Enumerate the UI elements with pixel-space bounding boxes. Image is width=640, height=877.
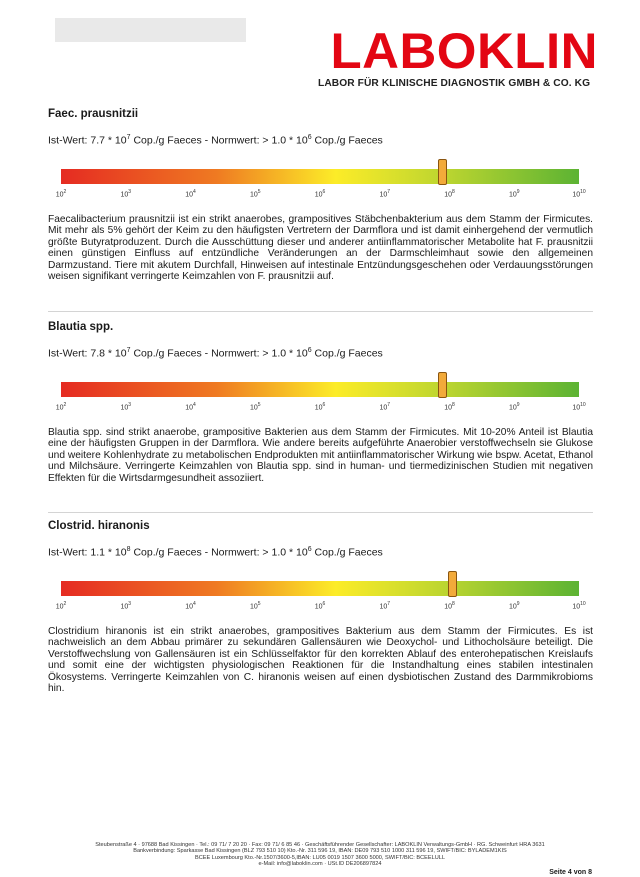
tick-label: $10^6$ (314, 401, 326, 411)
tick-label: $10^7$ (379, 188, 391, 198)
result-section-clostrid-hiranonis (48, 520, 593, 695)
gradient-bar (61, 581, 579, 596)
tick-label: $10^3$ (120, 188, 132, 198)
section-divider (48, 512, 593, 513)
result-section-faec-prausnitzii (48, 108, 593, 283)
tick-label: $10^6$ (314, 188, 326, 198)
redacted-address-block (55, 18, 246, 42)
tick-label: $10^8$ (444, 600, 455, 610)
section-title: Clostrid. hiranonis (48, 520, 150, 532)
tick-label: $10^8$ (444, 188, 455, 198)
tick-label: $10^9$ (508, 600, 520, 610)
footer-line-email: e-Mail: info@laboklin.com · USt.ID DE206897824 (258, 861, 382, 868)
log-scale-gauge (48, 372, 593, 414)
section-description: Clostridium hiranonis ist ein strikt anaerobes, grampositives Bakterium aus dem Stamm der Firmicutes. Es ist nachweislich an dem Abbau primärer zu sekundären Gallensäuren wie Deoxychol- und Lithocholsäure beteiligt. Die Verstoffwechslung von Gallensäuren ist ein Schlüsselfaktor für den korrekten Ablauf des enterohepatischen Kreislaufs und somit eine der wichtigsten physiologischen Reaktionen für die Instandhaltung eines stabilen intestinalen Ökosystems. Verringerte Keimzahlen von C. hiranonis weisen auf einen dysbiotischen Zustand des Darmmikrobioms hin. (48, 625, 593, 695)
value-marker (438, 372, 447, 398)
section-description: Faecalibacterium prausnitzii ist ein strikt anaerobes, grampositives Stäbchenbakterium aus dem Stamm der Firmicutes. Mit mehr als 5% gehört der Keim zu den häufigsten Vertretern der Darmflora und ist damit einhergehend der vermutlich größte Butyratproduzent. Durch die Ausschüttung dieser und anderer antiinflammatorischer Metabolite hat F. prausnitzii einen günstigen Einfluss auf entzündliche Veränderungen an der Darmschleimhaut sowie den allgemeinen Darmzustand. Tiere mit akutem Durchfall, Hinweisen auf intestinale Entzündungsgeschehen oder Verdauungsstörungen weisen signifikant verringerte Keimzahlen von F. prausnitzii auf. (48, 213, 593, 283)
gradient-bar (61, 382, 579, 397)
scale-ticks (55, 600, 586, 613)
section-title: Blautia spp. (48, 321, 114, 333)
tick-label: $10^7$ (379, 600, 391, 610)
tick-label: $10^{10}$ (572, 600, 586, 610)
tick-label: $10^9$ (508, 188, 520, 198)
tick-label: $10^9$ (508, 401, 520, 411)
tick-label: $10^3$ (120, 401, 132, 411)
footer-line-bank: Bankverbindung: Sparkasse Bad Kissingen (BLZ 793 510 10) Kto.-Nr. 311 596 19, IBAN: DE09 793 510 1000 311 596 19, SWIFT/BIC: BYLADEM1KIS (133, 848, 507, 855)
tick-label: $10^5$ (249, 401, 261, 411)
logo-wordmark: LABOKLIN (330, 23, 598, 79)
tick-label: $10^2$ (55, 188, 67, 198)
measurement-line: Ist-Wert: $7.7 * 10^7$ Cop./g Faeces - Normwert: > $1.0 * 10^6$ Cop./g Faeces (48, 134, 383, 147)
tick-label: $10^6$ (314, 600, 326, 610)
tick-label: $10^{10}$ (572, 188, 586, 198)
tick-label: $10^3$ (120, 600, 132, 610)
footer-line-bank2: BCEE Luxembourg Kto.-Nr.1507/3600-5,IBAN: LU05 0019 1507 3600 5000, SWIFT/BIC: BCEELULL (195, 854, 445, 861)
tick-label: $10^4$ (185, 401, 196, 411)
log-scale-gauge (48, 159, 593, 201)
laboklin-logo (318, 23, 598, 89)
measurement-line: Ist-Wert: $7.8 * 10^7$ Cop./g Faeces - Normwert: > $1.0 * 10^6$ Cop./g Faeces (48, 347, 383, 360)
log-scale-gauge (48, 571, 593, 613)
section-divider (48, 311, 593, 312)
scale-ticks (55, 401, 586, 414)
footer-line-address: Steubenstraße 4 · 97688 Bad Kissingen · Tel.: 09 71/ 7 20 20 · Fax: 09 71/ 6 85 46 · Geschäftsführender Gesellschafter: LABOKLIN Verwaltungs-GmbH · RG. Schweinfurt HRA 3631 (95, 842, 545, 848)
page-number: Seite 4 von 8 (549, 869, 592, 876)
section-title: Faec. prausnitzii (48, 108, 139, 120)
tick-label: $10^8$ (444, 401, 455, 411)
gradient-bar (61, 169, 579, 184)
tick-label: $10^2$ (55, 600, 67, 610)
scale-ticks (55, 188, 586, 201)
section-description: Blautia spp. sind strikt anaerobe, grampositive Bakterien aus dem Stamm der Firmicutes. Mit 10-20% Anteil ist Blautia eine der häufigsten Gruppen in der Darmflora. Wie andere bereits aufgeführte Anaerobier verstoffwechseln sie Glukose und weitere Kohlenhydrate zu metabolischen Endprodukten mit antiinflammatorischer Wirkung wie bspw. Acetat, Ethanol und Milchsäure. Verringerte Keimzahlen von Blautia spp. sind in human- und tiermedizinischen Studien mit negativen Effekten für die Wirtsdarmgesundheit assoziiert. (48, 426, 593, 484)
tick-label: $10^4$ (185, 600, 196, 610)
page-footer (40, 842, 600, 868)
tick-label: $10^{10}$ (572, 401, 586, 411)
result-section-blautia (48, 321, 593, 484)
value-marker (448, 571, 457, 597)
tick-label: $10^4$ (185, 188, 196, 198)
tick-label: $10^7$ (379, 401, 391, 411)
logo-subtitle: LABOR FÜR KLINISCHE DIAGNOSTIK GMBH & CO. KG (318, 78, 591, 89)
tick-label: $10^2$ (55, 401, 67, 411)
tick-label: $10^5$ (249, 188, 261, 198)
measurement-line: Ist-Wert: $1.1 * 10^8$ Cop./g Faeces - Normwert: > $1.0 * 10^6$ Cop./g Faeces (48, 546, 383, 559)
tick-label: $10^5$ (249, 600, 261, 610)
value-marker (438, 159, 447, 185)
